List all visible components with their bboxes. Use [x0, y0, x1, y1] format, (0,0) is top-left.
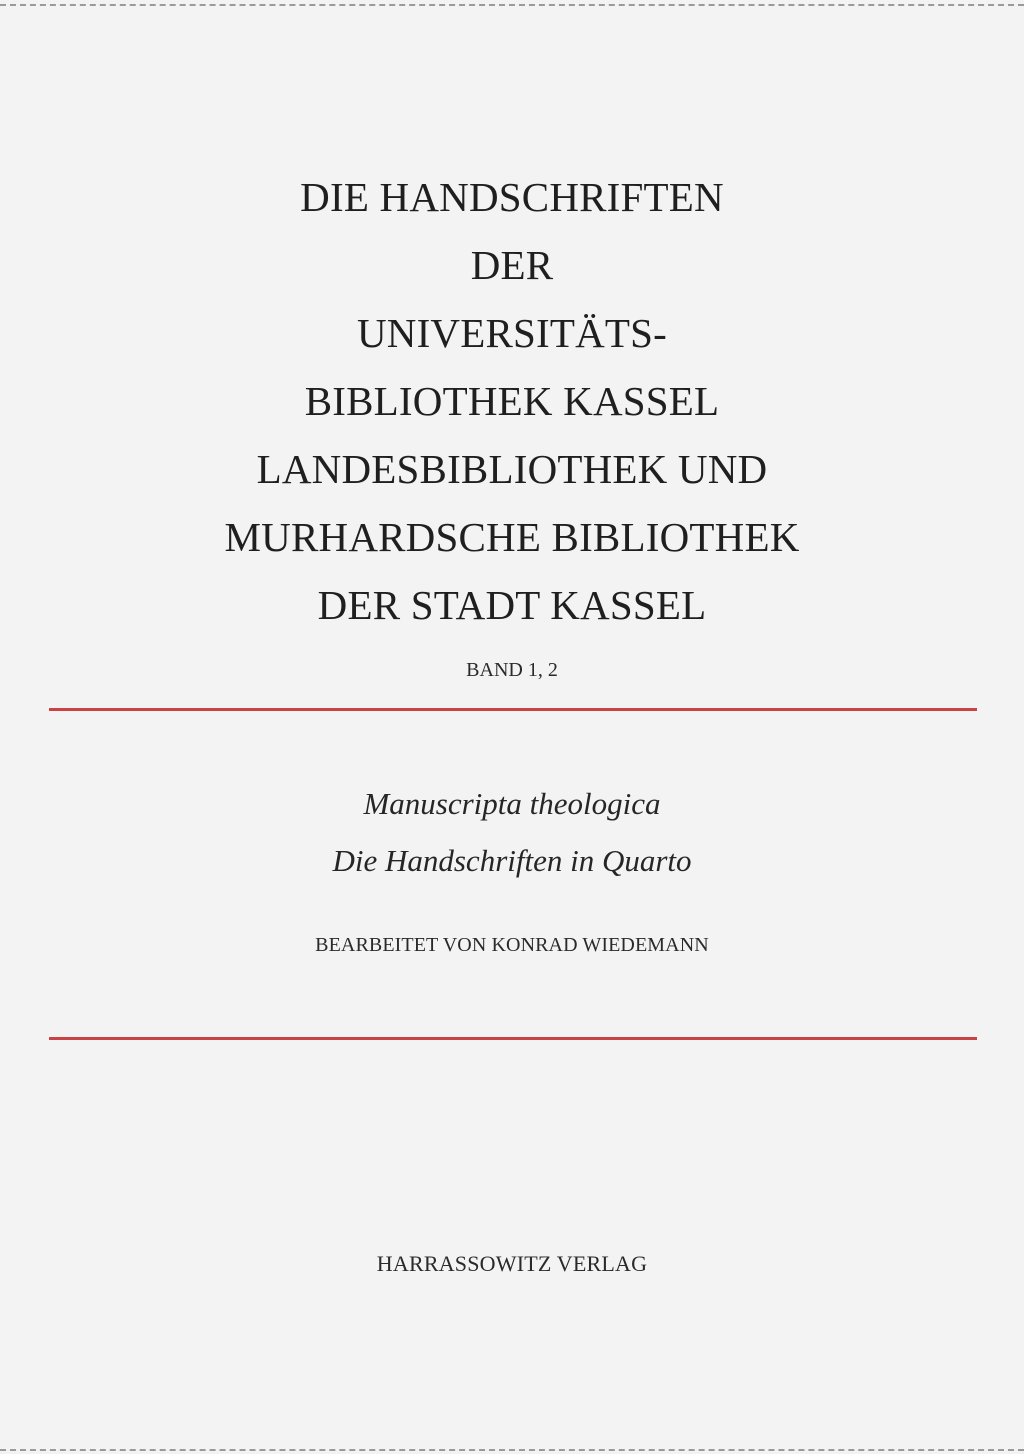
title-line: DER STADT KASSEL [317, 582, 707, 628]
red-divider-top [49, 708, 977, 711]
title-line: DER [470, 242, 554, 288]
title-line: UNIVERSITÄTS- [356, 310, 668, 356]
page-top-dashed-border [0, 4, 1024, 6]
title-line: LANDESBIBLIOTHEK UND [256, 446, 768, 492]
volume-label: BAND 1, 2 [466, 659, 558, 681]
publisher-name: HARRASSOWITZ VERLAG [376, 1251, 648, 1276]
title-line: BIBLIOTHEK KASSEL [304, 378, 720, 424]
subtitle-line: Die Handschriften in Quarto [332, 843, 692, 878]
subtitle [0, 775, 1024, 889]
red-divider-bottom [49, 1037, 977, 1040]
page-bottom-dashed-border [0, 1449, 1024, 1451]
subtitle-line: Manuscripta theologica [363, 786, 661, 821]
title-line: MURHARDSCHE BIBLIOTHEK [224, 514, 800, 560]
editor-credit: BEARBEITET VON KONRAD WIEDEMANN [315, 934, 709, 956]
title-line: DIE HANDSCHRIFTEN [300, 174, 724, 220]
main-title [0, 163, 1024, 639]
